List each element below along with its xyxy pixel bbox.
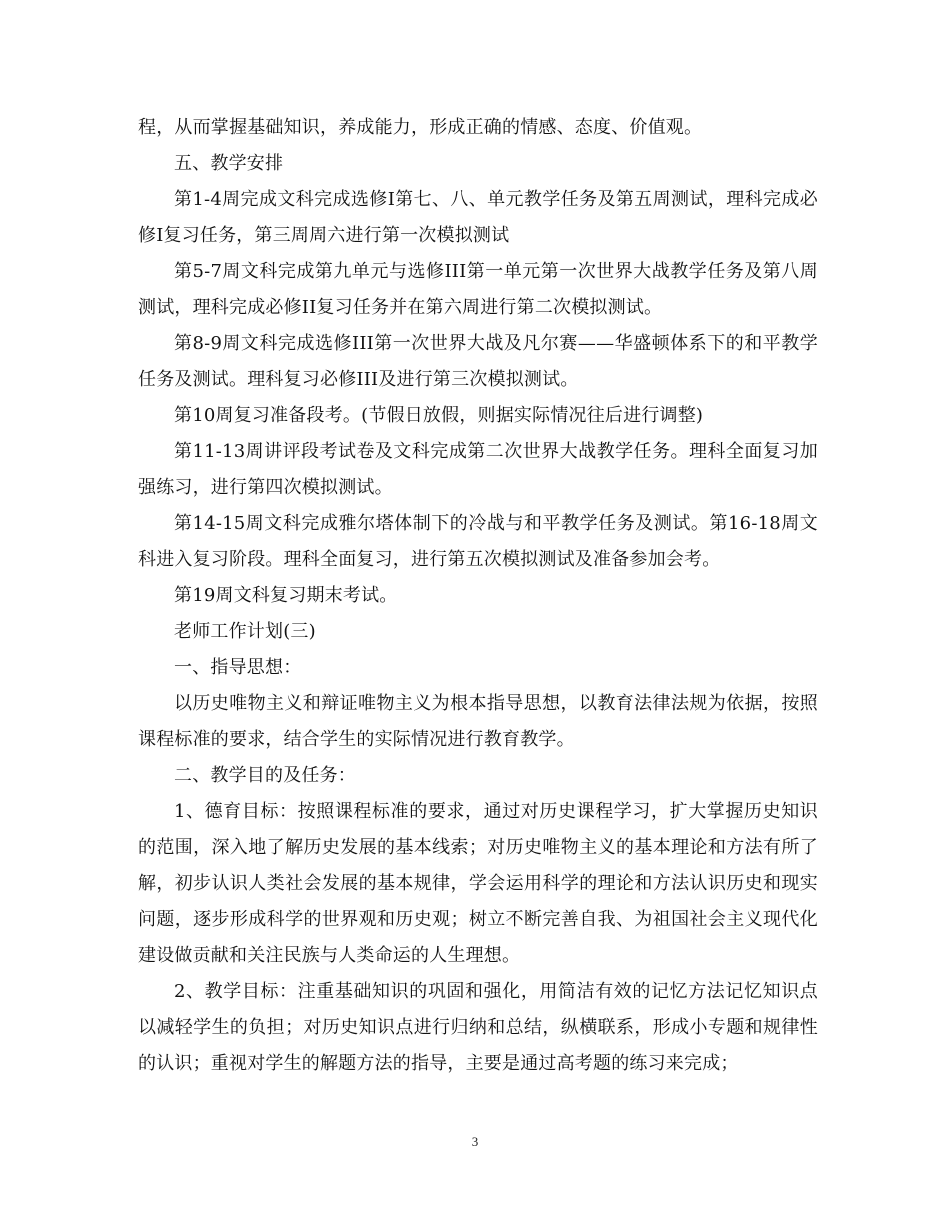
- section-heading-teaching-goals: 二、教学目的及任务：: [174, 765, 356, 786]
- schedule-week-10: 第10周复习准备段考。(节假日放假，则据实际情况往后进行调整): [174, 405, 704, 426]
- schedule-weeks-14-18: 第14-15周文科完成雅尔塔体制下的冷战与和平教学任务及测试。第16-18周文科进入复习阶段。理科全面复习，进行第五次模拟测试及准备参加会考。: [138, 513, 818, 570]
- paragraph-continuation: 程，从而掌握基础知识，养成能力，形成正确的情感、态度、价值观。: [138, 117, 703, 138]
- document-body: [138, 110, 818, 1082]
- guiding-ideology-text: 以历史唯物主义和辩证唯物主义为根本指导思想，以教育法律法规为依据，按照课程标准的要求，结合学生的实际情况进行教育教学。: [138, 693, 818, 750]
- moral-education-goal: 1、德育目标：按照课程标准的要求，通过对历史课程学习，扩大掌握历史知识的范围，深入地了解历史发展的基本线索；对历史唯物主义的基本理论和方法有所了解，初步认识人类社会发展的基本规律，学会运用科学的理论和方法认识历史和现实问题，逐步形成科学的世界观和历史观；树立不断完善自我、为祖国社会主义现代化建设做贡献和关注民族与人类命运的人生理想。: [138, 801, 818, 966]
- schedule-weeks-11-13: 第11-13周讲评段考试卷及文科完成第二次世界大战教学任务。理科全面复习加强练习，进行第四次模拟测试。: [138, 441, 818, 498]
- schedule-week-19: 第19周文科复习期末考试。: [174, 585, 398, 606]
- plan-title-three: 老师工作计划(三): [174, 621, 316, 642]
- page-number: 3: [471, 1134, 479, 1149]
- schedule-weeks-1-4: 第1-4周完成文科完成选修I第七、八、单元教学任务及第五周测试，理科完成必修I复习任务，第三周周六进行第一次模拟测试: [138, 189, 818, 246]
- section-heading-guiding-ideology: 一、指导思想：: [174, 657, 302, 678]
- schedule-weeks-5-7: 第5-7周文科完成第九单元与选修III第一单元第一次世界大战教学任务及第八周测试，理科完成必修II复习任务并在第六周进行第二次模拟测试。: [138, 261, 818, 318]
- schedule-weeks-8-9: 第8-9周文科完成选修III第一次世界大战及凡尔赛——华盛顿体系下的和平教学任务及测试。理科复习必修III及进行第三次模拟测试。: [138, 333, 818, 390]
- section-heading-teaching-schedule: 五、教学安排: [174, 153, 284, 174]
- teaching-goal: 2、教学目标：注重基础知识的巩固和强化，用简洁有效的记忆方法记忆知识点以减轻学生的负担；对历史知识点进行归纳和总结，纵横联系，形成小专题和规律性的认识；重视对学生的解题方法的指导，主要是通过高考题的练习来完成；: [138, 981, 818, 1074]
